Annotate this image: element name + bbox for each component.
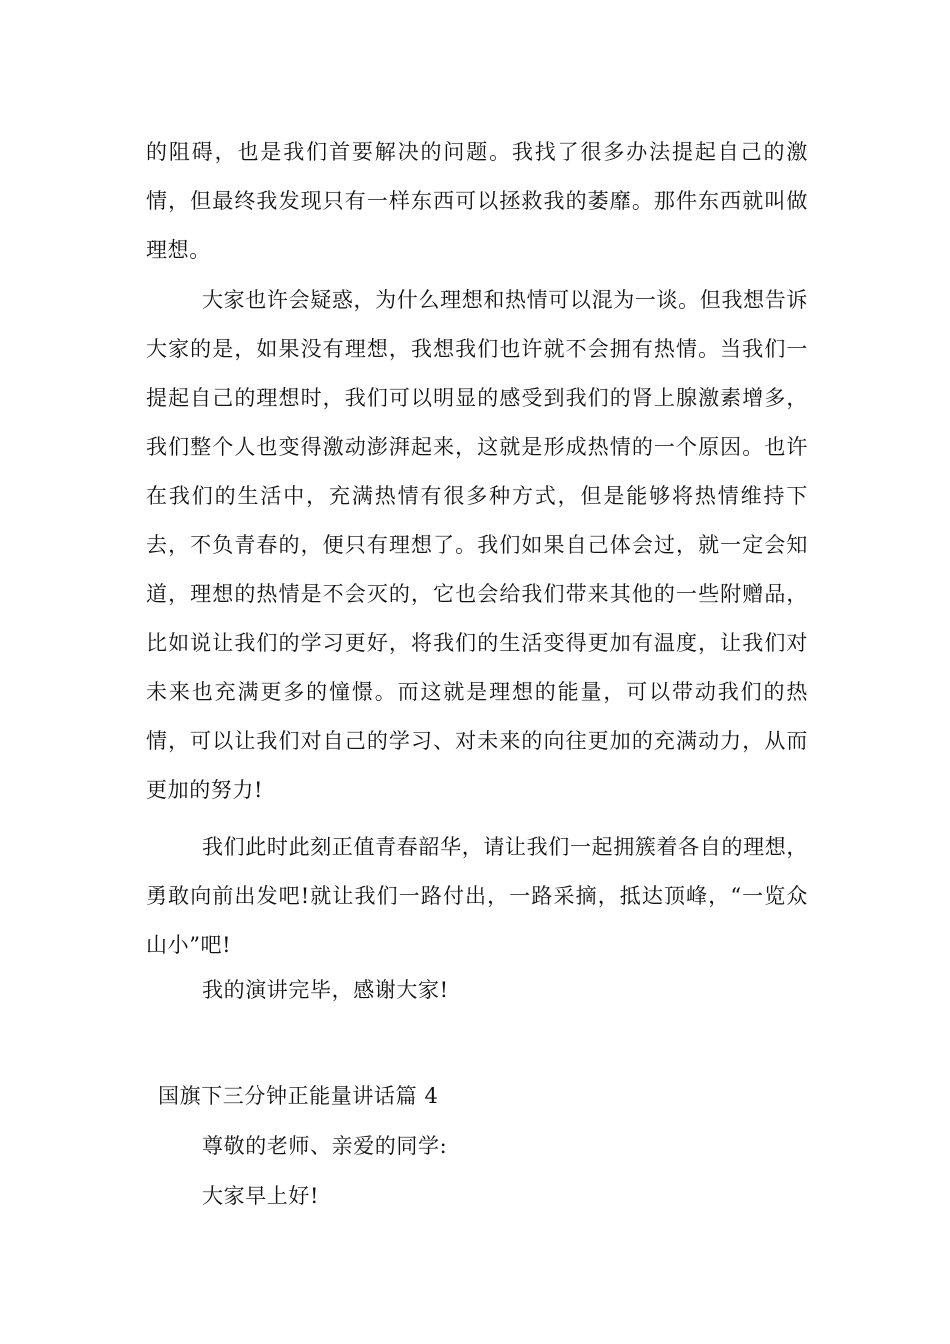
greeting: 大家早上好!: [202, 1184, 320, 1208]
salutation: 尊敬的老师、亲爱的同学:: [202, 1134, 448, 1158]
paragraph-2: 大家也许会疑惑，为什么理想和热情可以混为一谈。但我想告诉大家的是，如果没有理想，我想我们也许就不会拥有热情。当我们一提起自己的理想时，我们可以明显的感受到我们的肾上腺激素增多，我们整个人也变得激动澎湃起来，这就是形成热情的一个原因。也许在我们的生活中，充满热情有很多种方式，但是能够将热情维持下去，不负青春的，便只有理想了。我们如果自己体会过，就一定会知道，理想的热情是不会灭的，它也会给我们带来其他的一些附赠品，比如说让我们的学习更好，将我们的生活变得更加有温度，让我们对未来也充满更多的憧憬。而这就是理想的能量，可以带动我们的热情，可以让我们对自己的学习、对未来的向往更加的充满动力，从而更加的努力!: [146, 288, 808, 802]
paragraph-3: 我们此时此刻正值青春韶华，请让我们一起拥簇着各自的理想，勇敢向前出发吧!就让我们一路付出，一路采摘，抵达顶峰，“一览众山小”吧!: [146, 835, 808, 957]
closing-line: 我的演讲完毕，感谢大家!: [202, 978, 449, 1002]
paragraph-1: 的阻碍，也是我们首要解决的问题。我找了很多办法提起自己的激情，但最终我发现只有一样东西可以拯救我的萎靡。那件东西就叫做理想。: [146, 140, 808, 262]
section-title: 国旗下三分钟正能量讲话篇 4: [158, 1084, 439, 1108]
